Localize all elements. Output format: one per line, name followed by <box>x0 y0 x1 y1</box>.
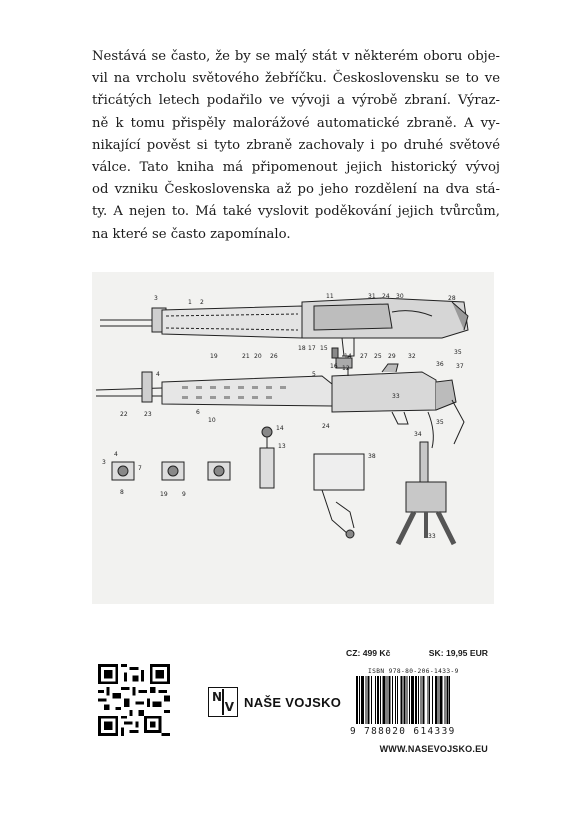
callout: 28 <box>448 295 456 302</box>
qr-code <box>98 664 170 736</box>
callout: 37 <box>456 363 464 370</box>
callout: 11 <box>326 293 334 300</box>
callout: 12 <box>342 365 350 372</box>
callout: 22 <box>120 411 128 418</box>
blurb-line: na které se často zapomínalo. <box>92 226 291 242</box>
callout: 35 <box>436 419 444 426</box>
callout: 10 <box>208 417 216 424</box>
callout: 7 <box>138 465 142 472</box>
price-cz: CZ: 499 Kč <box>346 648 391 658</box>
nv-logo-mark <box>208 687 238 717</box>
callout: 36 <box>436 361 444 368</box>
callout: 31 <box>368 293 376 300</box>
blurb-line: ně k tomu přispěly malorážové automatické zbraně. A vy- <box>92 115 500 131</box>
logo-letter: V <box>224 700 234 714</box>
upper-gun-sectional-view <box>100 298 468 358</box>
price-line <box>346 648 488 658</box>
callout: 18 <box>298 345 306 352</box>
callout: 26 <box>270 353 278 360</box>
blurb-line: ty. A nejen to. Má také vyslovit poděkování jejich tvůrcům, <box>92 204 500 220</box>
logo-letter: N <box>212 690 223 704</box>
blurb-line: Nestává se často, že by se malý stát v některém oboru obje- <box>92 49 500 64</box>
callout: 33 <box>428 533 436 540</box>
callout: 16 <box>330 363 338 370</box>
isbn-barcode <box>356 676 486 726</box>
blurb-line: válce. Tato kniha má připomenout jejich historický vývoj <box>92 160 500 176</box>
callout: 15 <box>320 345 328 352</box>
callout: 38 <box>368 453 376 460</box>
callout: 14 <box>276 425 284 432</box>
blurb-line: od vzniku Československa až po jeho rozdělení na dva stá- <box>92 182 500 198</box>
callout: 13 <box>278 443 286 450</box>
callout: 3 <box>102 459 106 466</box>
technical-drawing-svg <box>92 272 494 604</box>
callout: 3 <box>154 295 158 302</box>
callout: 35 <box>454 349 462 356</box>
callout: 6 <box>196 409 200 416</box>
callout: 32 <box>408 353 416 360</box>
logo-divider <box>222 689 224 715</box>
tripod-mount <box>398 442 454 544</box>
publisher-name: NAŠE VOJSKO <box>244 694 342 710</box>
blurb-line: nikající pověst si tyto zbraně zachovaly i po druhé světové <box>92 137 500 153</box>
callout: 21 <box>242 353 250 360</box>
publisher-logo <box>208 685 341 719</box>
callout: 33 <box>392 393 400 400</box>
blurb-line: vil na vrcholu světového žebříčku. Československu se to ve <box>92 71 500 87</box>
machine-gun-technical-drawing <box>92 272 494 604</box>
callout: 9 <box>182 491 186 498</box>
callout: 17 <box>308 345 316 352</box>
back-cover-blurb <box>92 46 500 246</box>
callout: 23 <box>144 411 152 418</box>
callout: 30 <box>396 293 404 300</box>
callout: 24 <box>322 423 330 430</box>
callout: 24 <box>382 293 390 300</box>
callout: 29 <box>388 353 396 360</box>
callout: 5 <box>312 371 316 378</box>
callout: 19 <box>210 353 218 360</box>
callout: 25 <box>374 353 382 360</box>
callout: 27 <box>360 353 368 360</box>
callout: 14 <box>344 353 352 360</box>
lower-gun-side-view <box>96 356 464 448</box>
callout: 20 <box>254 353 262 360</box>
isbn-label: ISBN 978-80-206-1433-9 <box>368 668 459 675</box>
publisher-website: WWW.NASEVOJSKO.EU <box>379 744 488 754</box>
parts-detail-row <box>112 427 364 538</box>
callout: 34 <box>414 431 422 438</box>
callout: 4 <box>156 371 160 378</box>
callout: 8 <box>120 489 124 496</box>
callout: 2 <box>200 299 204 306</box>
barcode-digits: 9 788020 614339 <box>350 726 456 737</box>
callout: 4 <box>114 451 118 458</box>
blurb-line: třicátých letech podařilo ve vývoji a výrobě zbraní. Výraz- <box>92 93 500 109</box>
callout: 1 <box>188 299 192 306</box>
callout: 19 <box>160 491 168 498</box>
price-sk: SK: 19,95 EUR <box>428 648 488 658</box>
